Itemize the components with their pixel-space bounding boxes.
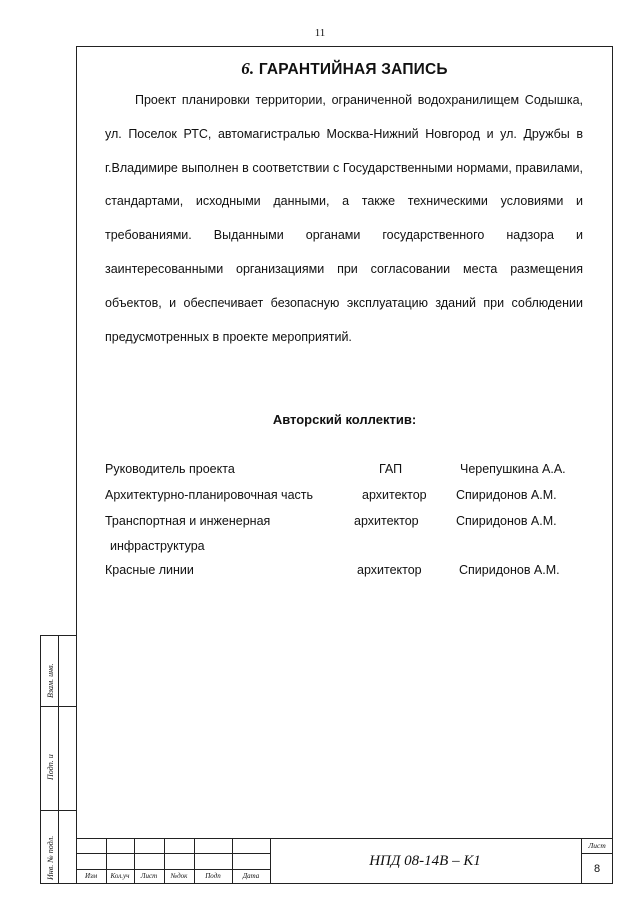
stamp-col-label: Дата — [242, 872, 260, 880]
title-block — [76, 838, 613, 884]
author-role: Транспортная и инженерная — [105, 514, 271, 528]
section-title: ГАРАНТИЙНАЯ ЗАПИСЬ — [258, 61, 448, 78]
side-label-bottom: Инв. № подл. — [46, 835, 55, 880]
authors-title: Авторский коллектив: — [272, 412, 417, 427]
author-name: Спиридонов А.М. — [456, 514, 557, 528]
page-number: 11 — [314, 27, 326, 39]
stamp-col-label: №док — [170, 872, 188, 880]
section-number: 6. — [241, 59, 255, 78]
side-stamp-divider — [58, 636, 59, 883]
stamp-col-label: Кол.уч — [110, 872, 130, 880]
warranty-paragraph: Проект планировки территории, ограниченной водохранилищем Содышка, ул. Поселок РТС, автомагистралью Москва-Нижний Новгород и ул. Дружбы в г.Владимире выполнен в соответствии с Государственными нормами, правилами, стандартами, исходными данными, а также техническими условиями и требованиями. Выданными органами государственного надзора и заинтересованными организациями при согласовании места размещения объектов, и обеспечивает безопасную эксплуатацию зданий при соблюдении предусмотренных в проекте мероприятий. — [105, 93, 583, 344]
author-position: архитектор — [357, 563, 422, 577]
author-name: Спиридонов А.М. — [459, 563, 560, 577]
author-role-continued: инфраструктура — [110, 539, 205, 553]
side-label-middle: Подп. и — [46, 754, 55, 780]
author-position: ГАП — [379, 462, 403, 476]
author-role: Архитектурно-планировочная часть — [105, 488, 314, 502]
author-name: Спиридонов А.М. — [456, 488, 557, 502]
side-label-top: Взам. инв. — [46, 663, 55, 698]
author-position: архитектор — [354, 514, 419, 528]
side-stamp-row-line — [41, 810, 76, 811]
author-name: Черепушкина А.А. — [460, 462, 566, 476]
document-code: НПД 08-14В – К1 — [369, 853, 481, 869]
side-stamp-row-line — [41, 706, 76, 707]
stamp-col-label: Лист — [140, 872, 158, 880]
section-heading — [76, 59, 613, 79]
author-role: Руководитель проекта — [105, 462, 235, 476]
title-block-line — [76, 838, 613, 839]
stamp-col-label: Изм — [84, 872, 98, 880]
sheet-number: 8 — [593, 863, 601, 875]
stamp-col-label: Подп — [205, 872, 221, 880]
sheet-label: Лист — [588, 841, 606, 850]
author-role: Красные линии — [105, 563, 194, 577]
title-block-line — [581, 853, 613, 854]
author-position: архитектор — [362, 488, 427, 502]
